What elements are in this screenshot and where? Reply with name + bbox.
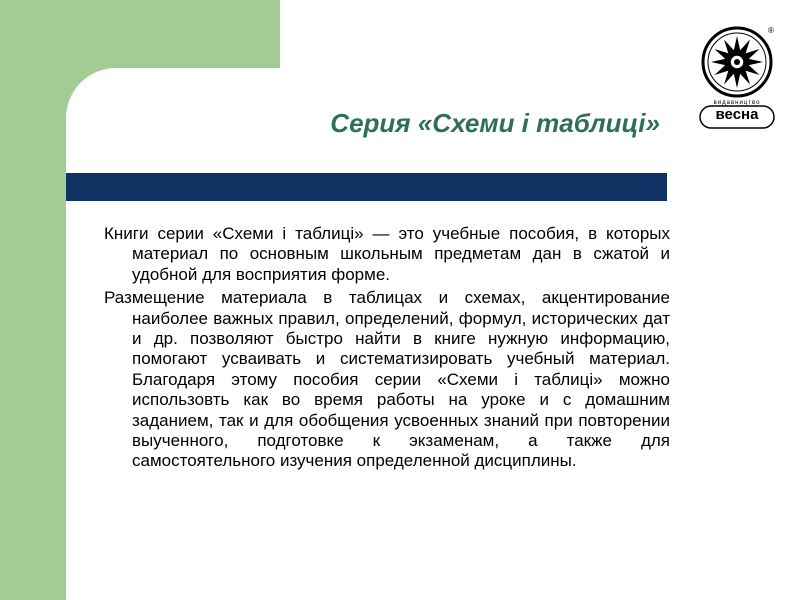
registered-mark: ® bbox=[768, 26, 774, 35]
body-paragraph: Размещение материала в таблицах и схемах, акцентирование наиболее важных правил, определений, формул, исторических дат и др. позволяют быстро найти в книге нужную информацию, помогают усваивать и систематизировать учебный материал. Благодаря этому пособия серии «Схеми і таблиці» можно использовть как во время работы на уроке и с домашним заданием, так и для обобщения усвоенных знаний при повторении выученного, подготовке к экзаменам, а также для самостоятельного изучения определенной дисциплины. bbox=[104, 288, 670, 471]
logo-caption: весна bbox=[715, 106, 759, 123]
slide-body bbox=[104, 224, 670, 475]
top-left-green-block bbox=[0, 0, 280, 68]
slide-title: Серия «Схеми і таблиці» bbox=[330, 108, 660, 138]
logo-small-caption: видавництво bbox=[713, 100, 761, 106]
body-paragraph: Книги серии «Схеми і таблиці» — это учебные пособия, в которых материал по основным школьным предметам дан в сжатой и удобной для восприятия форме. bbox=[104, 224, 670, 284]
title-underline-bar bbox=[66, 173, 667, 201]
